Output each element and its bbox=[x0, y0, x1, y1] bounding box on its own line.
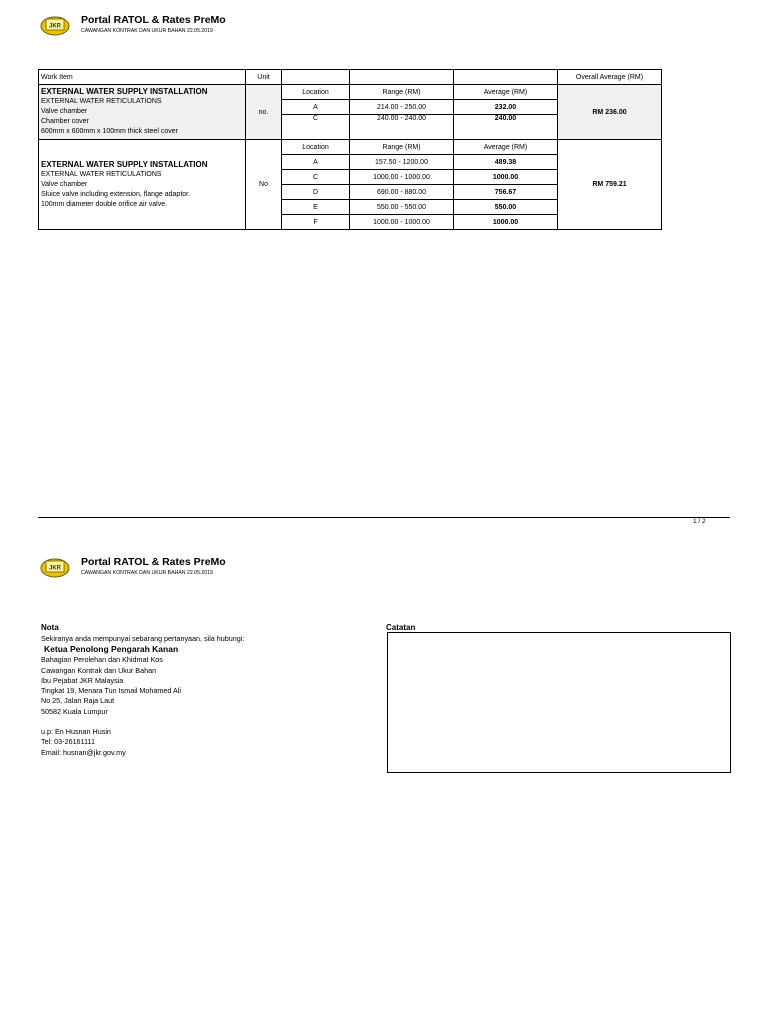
jkr-logo-icon bbox=[40, 14, 70, 36]
contact-person: u.p: En Husnan Husin bbox=[41, 727, 111, 737]
location-cell: C bbox=[282, 115, 350, 140]
contact-title: Ketua Penolong Pengarah Kanan bbox=[44, 644, 179, 655]
range-cell: 1000.00 - 1000.00 bbox=[350, 170, 454, 185]
location-header: Location bbox=[282, 85, 350, 100]
contact-phone: Tel: 03-26161111 bbox=[41, 737, 95, 747]
work-item-line: EXTERNAL WATER RETICULATIONS bbox=[41, 170, 162, 178]
range-header: Range (RM) bbox=[350, 85, 454, 100]
work-item-line: 100mm diameter double orifice air valve. bbox=[41, 200, 168, 208]
header-blank-1 bbox=[282, 70, 350, 85]
work-item-2 bbox=[39, 140, 246, 230]
average-header: Average (RM) bbox=[454, 140, 558, 155]
address-line: No 25, Jalan Raja Laut bbox=[41, 696, 115, 706]
table-row bbox=[39, 140, 662, 155]
address-line: 50582 Kuala Lumpur bbox=[41, 706, 108, 716]
location-cell: C bbox=[282, 170, 350, 185]
address-line: Bahagian Perolehan dan Khidmat Kos bbox=[41, 655, 163, 665]
header-unit: Unit bbox=[246, 70, 282, 85]
work-item-line: 600mm x 600mm x 100mm thick steel cover bbox=[41, 128, 178, 135]
page-title: Portal RATOL & Rates PreMo bbox=[81, 14, 226, 26]
location-header: Location bbox=[282, 140, 350, 155]
unit-cell: no. bbox=[246, 85, 282, 140]
page-number: 1 / 2 bbox=[693, 518, 706, 525]
unit-cell: No bbox=[246, 140, 282, 230]
average-header: Average (RM) bbox=[454, 85, 558, 100]
work-item-line: Valve chamber bbox=[41, 108, 88, 115]
nota-heading: Nota bbox=[41, 623, 59, 632]
range-cell: 240.00 - 240.00 bbox=[350, 115, 454, 140]
work-item-line: EXTERNAL WATER RETICULATIONS bbox=[41, 98, 162, 105]
work-item-line: Sluice valve including extension, flange adaptor. bbox=[41, 190, 191, 198]
location-cell: F bbox=[282, 215, 350, 230]
work-item-1 bbox=[39, 85, 246, 140]
average-cell: 240.00 bbox=[454, 115, 558, 140]
range-cell: 214.00 - 250.00 bbox=[350, 100, 454, 115]
range-cell: 690.00 - 880.00 bbox=[350, 185, 454, 200]
work-item-line: Chamber cover bbox=[41, 118, 89, 125]
header-blank-3 bbox=[454, 70, 558, 85]
catatan-label: Catatan bbox=[386, 623, 416, 632]
page-divider bbox=[38, 517, 730, 518]
work-item-line: EXTERNAL WATER SUPPLY INSTALLATION bbox=[41, 87, 208, 96]
contact-email: Email: husnan@jkr.gov.my bbox=[41, 747, 126, 757]
nota-intro: Sekiranya anda mempunyai sebarang pertanyaan, sila hubungi: bbox=[41, 634, 245, 643]
range-cell: 157.50 - 1200.00 bbox=[350, 155, 454, 170]
header-blank-2 bbox=[350, 70, 454, 85]
average-cell: 1000.00 bbox=[454, 215, 558, 230]
location-cell: A bbox=[282, 100, 350, 115]
catatan-box[interactable] bbox=[387, 632, 731, 773]
overall-average-value: RM 236.00 bbox=[558, 85, 662, 140]
location-cell: E bbox=[282, 200, 350, 215]
page-header-1 bbox=[40, 14, 440, 44]
overall-average-value: RM 759.21 bbox=[558, 140, 662, 230]
range-header: Range (RM) bbox=[350, 140, 454, 155]
average-cell: 550.00 bbox=[454, 200, 558, 215]
average-cell: 232.00 bbox=[454, 100, 558, 115]
page-subtitle: CAWANGAN KONTRAK DAN UKUR BAHAN 22.05.2019 bbox=[81, 28, 213, 34]
average-cell: 1000.00 bbox=[454, 170, 558, 185]
page-subtitle: CAWANGAN KONTRAK DAN UKUR BAHAN 22.05.2019 bbox=[81, 570, 213, 576]
table-row bbox=[39, 85, 662, 100]
range-cell: 550.00 - 550.00 bbox=[350, 200, 454, 215]
page-header-2 bbox=[40, 556, 440, 586]
header-overall-average: Overall Average (RM) bbox=[558, 70, 662, 85]
jkr-logo-icon bbox=[40, 556, 70, 578]
logo-text: JKR bbox=[48, 565, 62, 572]
address-line: Cawangan Kontrak dan Ukur Bahan bbox=[41, 665, 157, 675]
nota-section bbox=[41, 623, 361, 758]
work-item-line: EXTERNAL WATER SUPPLY INSTALLATION bbox=[41, 159, 208, 169]
logo-text: JKR bbox=[48, 23, 62, 30]
location-cell: D bbox=[282, 185, 350, 200]
table-header-row bbox=[39, 70, 662, 85]
average-cell: 756.67 bbox=[454, 185, 558, 200]
work-item-line: Valve chamber bbox=[41, 180, 88, 188]
page-title: Portal RATOL & Rates PreMo bbox=[81, 556, 226, 568]
rates-table bbox=[38, 69, 662, 230]
header-work-item: Work Item bbox=[39, 70, 246, 85]
address-line: Ibu Pejabat JKR Malaysia bbox=[41, 675, 124, 685]
range-cell: 1000.00 - 1000.00 bbox=[350, 215, 454, 230]
address-line: Tingkat 19, Menara Tun Ismail Mohamed Ali bbox=[41, 686, 181, 696]
average-cell: 489.38 bbox=[454, 155, 558, 170]
location-cell: A bbox=[282, 155, 350, 170]
